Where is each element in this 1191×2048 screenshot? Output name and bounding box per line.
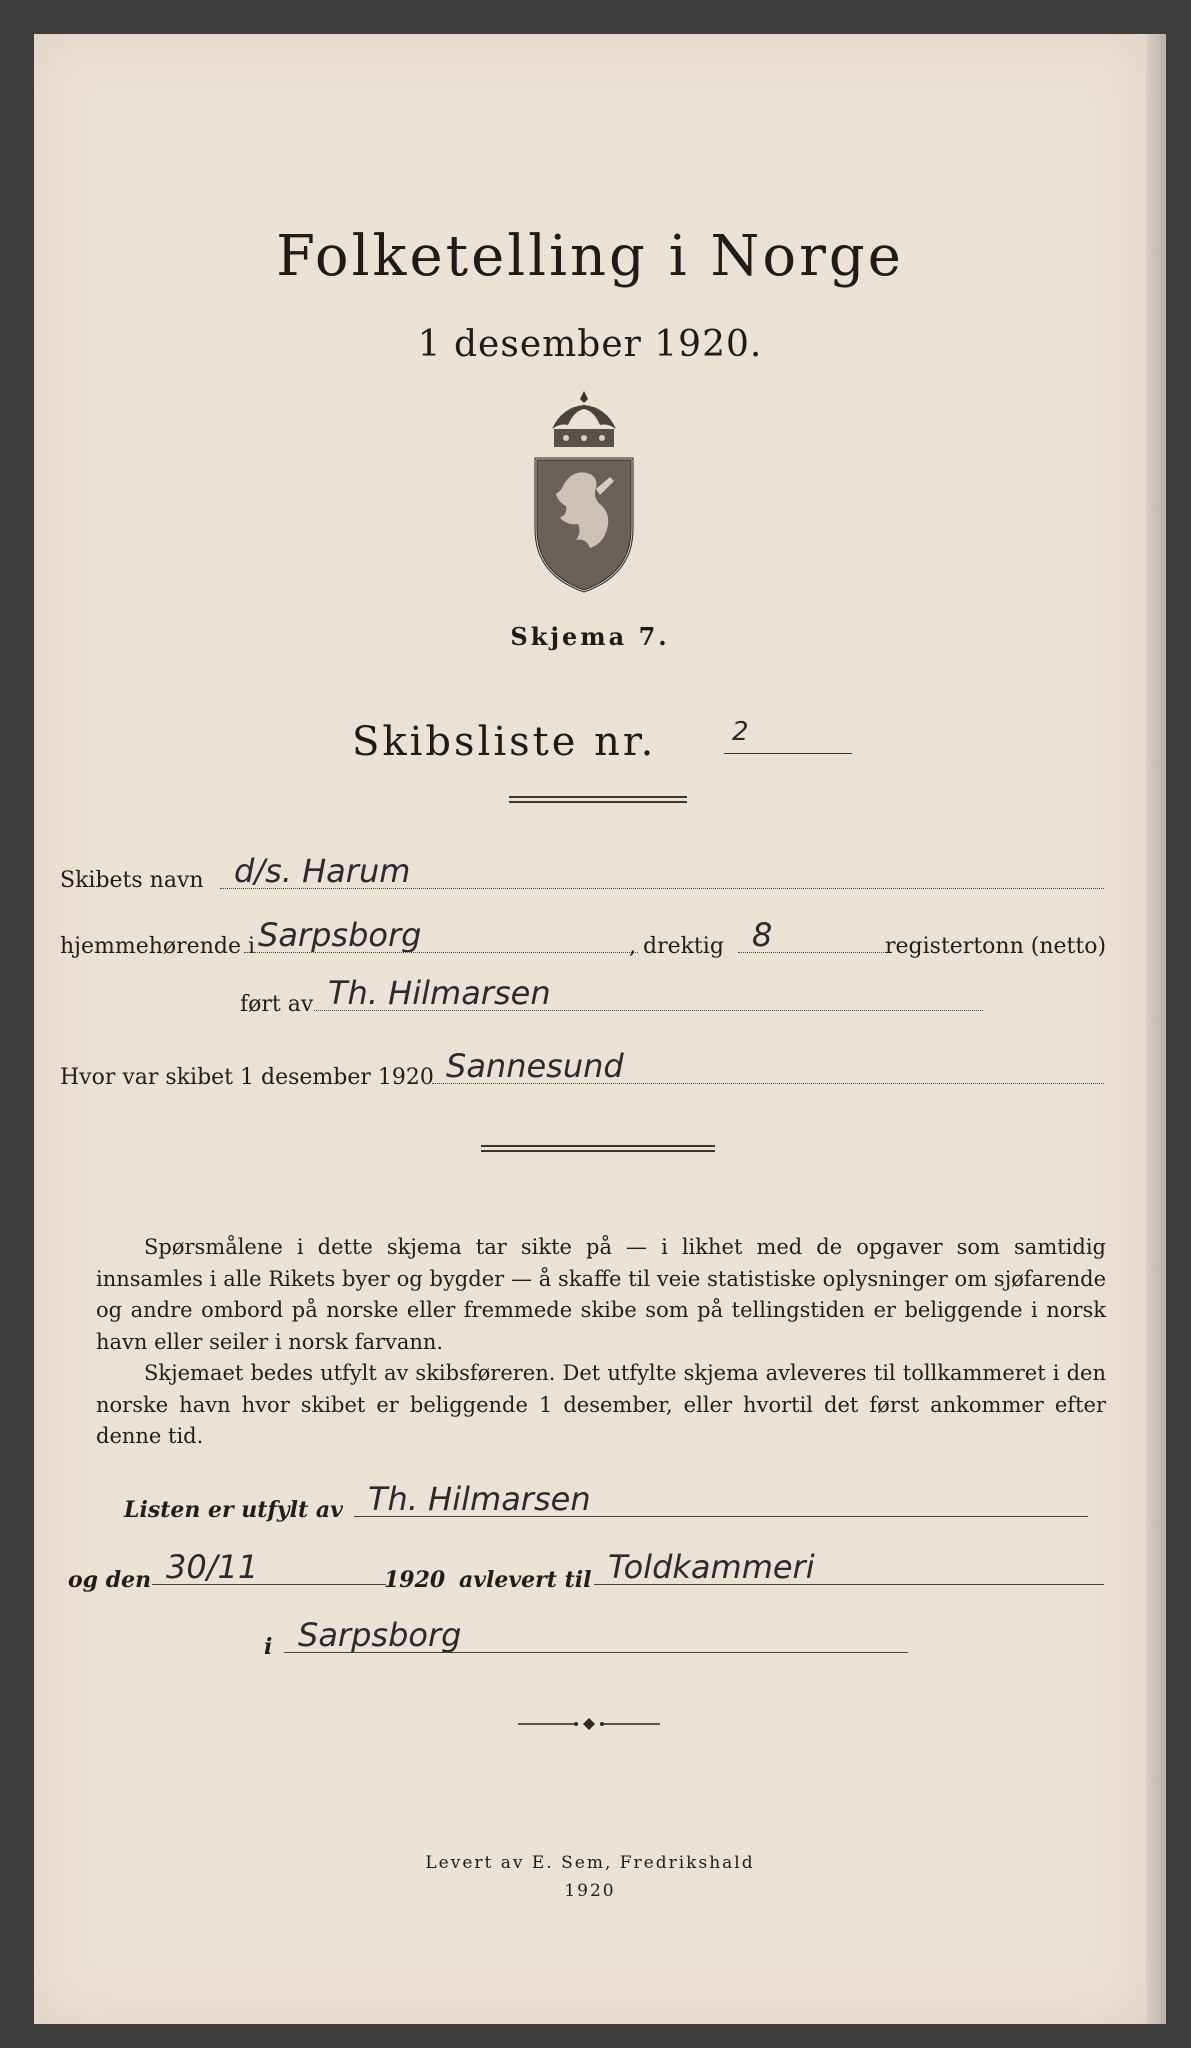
year-text: 1920 xyxy=(384,1567,446,1593)
schema-number: Skjema 7. xyxy=(510,622,670,651)
place-label: i xyxy=(264,1634,273,1660)
tonnage-label: , drektig xyxy=(629,934,724,959)
delivered-to-field[interactable]: Toldkammeri xyxy=(594,1550,1104,1585)
tonnage-field[interactable]: 8 xyxy=(738,918,892,953)
instructions-paragraph: Skjemaet bedes utfylt av skibsføreren. Det utfylte skjema avleveres til tollkammeret i den norske havn hvor skibet er beliggende 1 desember, eller hvortil det først ankommer efter denne tid. xyxy=(96,1361,1106,1448)
ornament-divider-icon xyxy=(514,1717,664,1731)
divider xyxy=(481,1145,715,1152)
captain-field[interactable]: Th. Hilmarsen xyxy=(314,976,983,1011)
filled-by-field[interactable]: Th. Hilmarsen xyxy=(354,1482,1088,1517)
ship-list-number-field[interactable]: 2 xyxy=(724,717,852,754)
printer-year: 1920 xyxy=(564,1881,616,1901)
place-field[interactable]: Sarpsborg xyxy=(284,1618,908,1653)
filled-by-label: Listen er utfylt av xyxy=(124,1497,343,1523)
date-field[interactable]: 30/11 xyxy=(152,1550,386,1585)
home-port-label: hjemmehørende i xyxy=(60,934,256,959)
form-title: Folketelling i Norge xyxy=(276,224,904,289)
home-port-field[interactable]: Sarpsborg xyxy=(244,918,638,953)
printer-name: Levert av E. Sem, Fredrikshald xyxy=(425,1853,755,1873)
ship-name-label: Skibets navn xyxy=(60,868,204,893)
divider xyxy=(509,796,687,803)
ship-name-field[interactable]: d/s. Harum xyxy=(220,854,1104,889)
instructions-text xyxy=(96,1232,1106,1453)
delivered-to-label: avlevert til xyxy=(459,1567,592,1593)
instructions-paragraph: Spørsmålene i dette skjema tar sikte på — i likhet med de opgaver som samtidig innsamles i alle Rikets byer og bygder — å skaffe til veie statistiske oplysninger om sjøfarende og andre ombord på norske eller fremmede skibe som på tellingstiden er beliggende i norsk havn eller seiler i norsk farvann. xyxy=(96,1235,1106,1354)
location-field[interactable]: Sannesund xyxy=(432,1049,1104,1084)
location-label: Hvor var skibet 1 desember 1920 xyxy=(60,1065,434,1090)
page-edge xyxy=(1146,34,1166,2024)
form-date: 1 desember 1920. xyxy=(417,324,763,365)
captain-label: ført av xyxy=(240,992,314,1017)
ship-list-title: Skibsliste nr. xyxy=(352,719,657,765)
date-label: og den xyxy=(68,1567,152,1593)
printer-imprint xyxy=(34,1849,1146,1905)
tonnage-unit-label: registertonn (netto) xyxy=(885,934,1107,959)
census-form-page xyxy=(34,34,1146,2024)
norwegian-coat-of-arms-icon xyxy=(524,389,644,594)
